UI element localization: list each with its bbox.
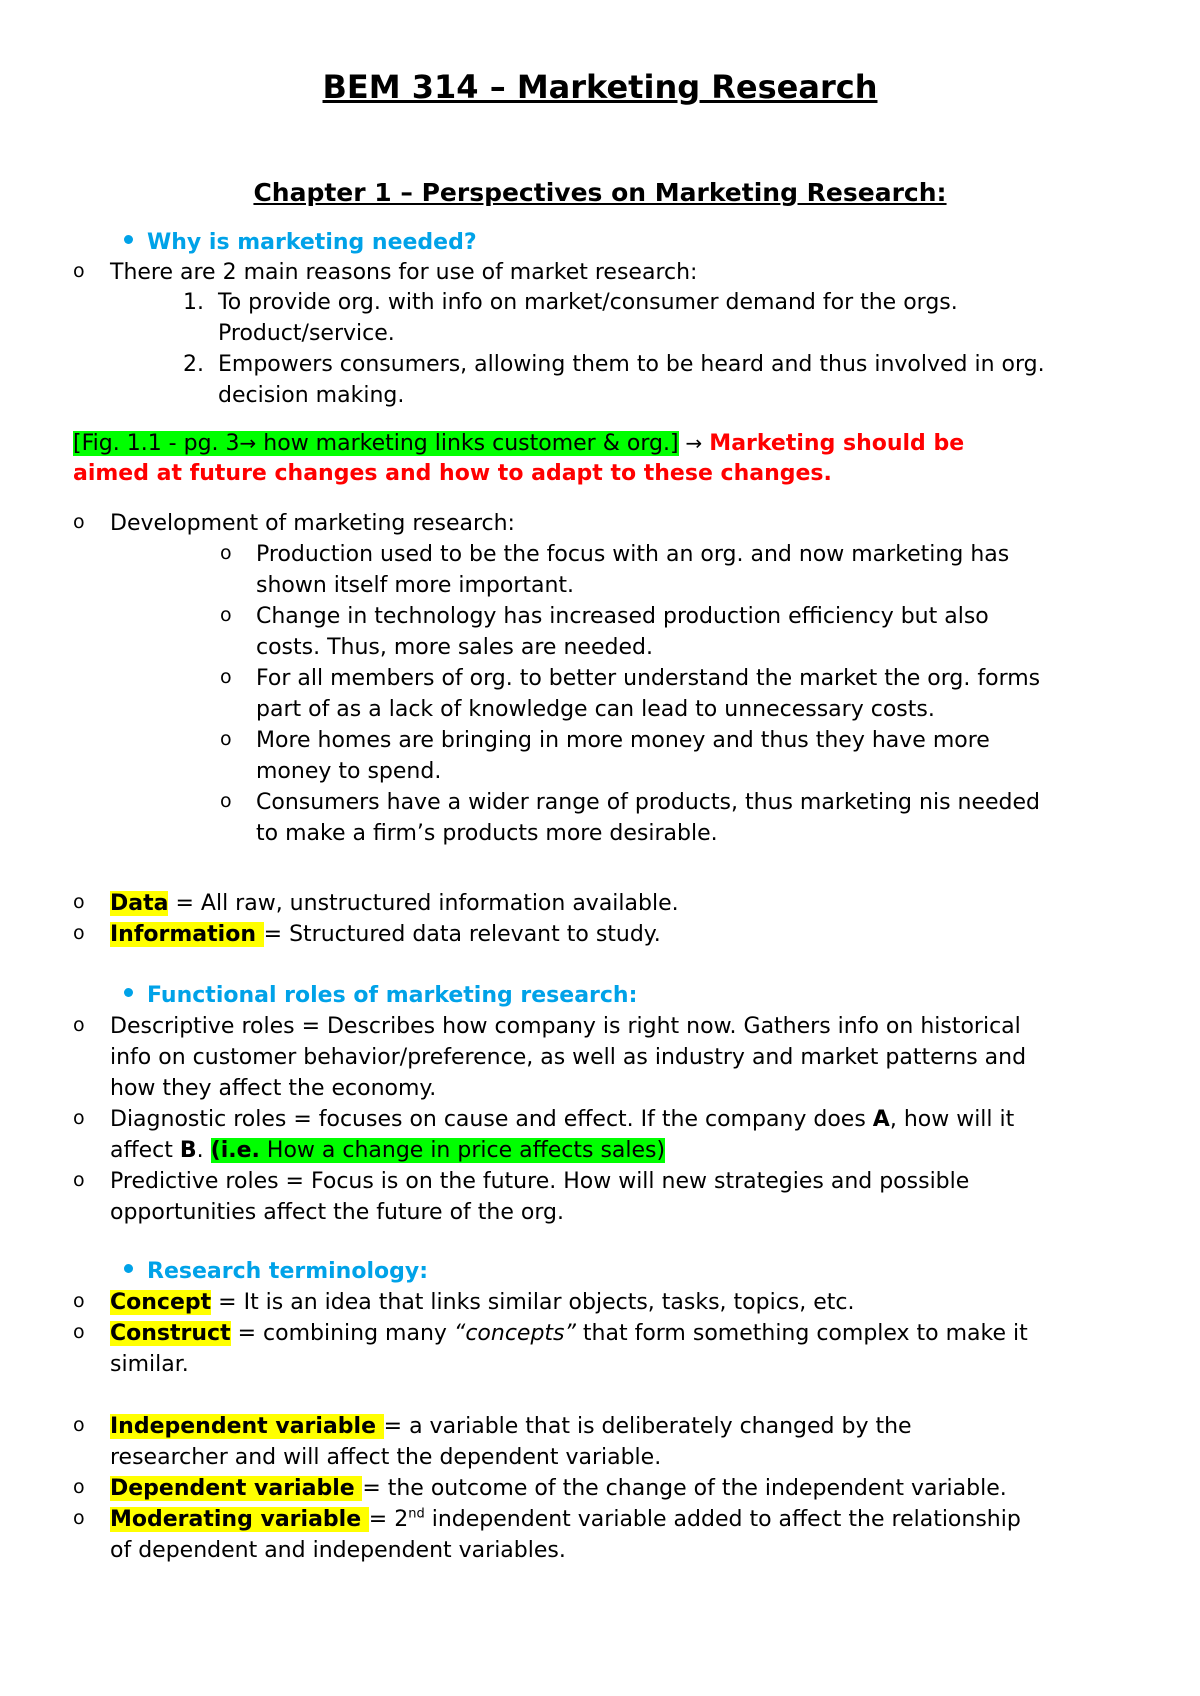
definition-text: independent variable added to affect the relationship: [424, 1507, 1021, 1532]
figure-reference-highlight: [73, 431, 679, 456]
arrow-right-icon: →: [685, 431, 703, 455]
sub-list-item: Consumers have a wider range of products, thus marketing nis needed: [256, 790, 1040, 815]
definition-text: = All raw, unstructured information available.: [168, 891, 679, 916]
list-item: To provide org. with info on market/consumer demand for the orgs.: [218, 290, 958, 315]
circle-bullet-icon: o: [73, 1169, 85, 1191]
section-bullet-icon: [124, 988, 133, 997]
definition-text: = a variable that is deliberately changed by the: [383, 1414, 912, 1439]
sub-list-item-continuation: costs. Thus, more sales are needed.: [256, 635, 653, 660]
term-highlight: Concept: [110, 1290, 212, 1315]
chapter-heading: Chapter 1 – Perspectives on Marketing Research:: [253, 178, 947, 207]
section-heading-why: Why is marketing needed?: [147, 230, 477, 255]
circle-bullet-icon: o: [220, 728, 232, 750]
text-run-bold: A: [872, 1107, 890, 1132]
circle-bullet-icon: o: [73, 1476, 85, 1498]
figure-label: [Fig. 1.1 - pg. 3: [73, 431, 240, 456]
circle-bullet-icon: o: [73, 1321, 85, 1343]
list-item: Empowers consumers, allowing them to be heard and thus involved in org.: [218, 352, 1045, 377]
term-highlight: Independent variable: [110, 1414, 384, 1439]
circle-bullet-icon: o: [73, 260, 85, 282]
list-item: Development of marketing research:: [110, 511, 515, 536]
list-item: Descriptive roles = Describes how company is right now. Gathers info on historical: [110, 1014, 1021, 1039]
list-item-continuation: decision making.: [218, 383, 405, 408]
list-number: 1.: [183, 290, 204, 315]
term-highlight: Construct: [110, 1321, 231, 1346]
figure-reference: [73, 428, 964, 459]
example-highlight: [211, 1138, 665, 1163]
sub-list-item-continuation: shown itself more important.: [256, 573, 575, 598]
definition-text: that form something complex to make it: [575, 1321, 1028, 1346]
section-heading-functional-roles: Functional roles of marketing research:: [147, 983, 638, 1008]
definition-construct: [110, 1319, 1028, 1349]
key-point-continuation: aimed at future changes and how to adapt to these changes.: [73, 461, 832, 486]
document-title: BEM 314 – Marketing Research: [322, 68, 878, 106]
sub-list-item-continuation: money to spend.: [256, 759, 442, 784]
term-highlight: Data: [110, 891, 169, 916]
text-run: affect: [110, 1138, 180, 1163]
definition-dependent-variable: [110, 1474, 1007, 1504]
text-run-bold: B: [179, 1138, 197, 1163]
term-highlight: Dependent variable: [110, 1476, 363, 1501]
sub-list-item: Production used to be the focus with an org. and now marketing has: [256, 542, 1010, 567]
circle-bullet-icon: o: [73, 1107, 85, 1129]
circle-bullet-icon: o: [73, 511, 85, 533]
ordinal-superscript: nd: [408, 1506, 425, 1522]
sub-list-item: Change in technology has increased production efficiency but also: [256, 604, 989, 629]
circle-bullet-icon: o: [220, 666, 232, 688]
definition-text-italic: “concepts”: [453, 1321, 576, 1346]
key-point: Marketing should be: [709, 431, 965, 456]
circle-bullet-icon: o: [73, 1414, 85, 1436]
term-highlight: Information: [110, 922, 264, 947]
section-bullet-icon: [124, 1264, 133, 1273]
circle-bullet-icon: o: [73, 1014, 85, 1036]
text-run: .: [196, 1138, 211, 1163]
circle-bullet-icon: o: [73, 1507, 85, 1529]
definition-text: = Structured data relevant to study.: [263, 922, 661, 947]
list-item-continuation: opportunities affect the future of the org.: [110, 1200, 564, 1225]
circle-bullet-icon: o: [220, 604, 232, 626]
definition-data: [110, 889, 679, 919]
section-bullet-icon: [124, 235, 133, 244]
section-heading-research-terminology: Research terminology:: [147, 1259, 429, 1284]
sub-list-item-continuation: to make a firm’s products more desirable.: [256, 821, 718, 846]
sub-list-item: More homes are bringing in more money and thus they have more: [256, 728, 990, 753]
definition-moderating-variable: [110, 1505, 1021, 1535]
circle-bullet-icon: o: [220, 790, 232, 812]
text-run: Diagnostic roles = focuses on cause and effect. If the company does: [110, 1107, 873, 1132]
circle-bullet-icon: o: [73, 891, 85, 913]
circle-bullet-icon: o: [220, 542, 232, 564]
list-item: Predictive roles = Focus is on the future. How will new strategies and possible: [110, 1169, 970, 1194]
example-text: How a change in price affects sales): [259, 1138, 666, 1163]
list-item-continuation: info on customer behavior/preference, as well as industry and market patterns and: [110, 1045, 1027, 1070]
circle-bullet-icon: o: [73, 1290, 85, 1312]
list-item-continuation: Product/service.: [218, 321, 395, 346]
definition-text: = combining many: [230, 1321, 454, 1346]
text-run: , how will it: [889, 1107, 1015, 1132]
definition-concept: [110, 1288, 855, 1318]
term-highlight: Moderating variable: [110, 1507, 369, 1532]
circle-bullet-icon: o: [73, 922, 85, 944]
definition-text: = It is an idea that links similar objects, tasks, topics, etc.: [211, 1290, 855, 1315]
list-item: There are 2 main reasons for use of market research:: [110, 260, 698, 285]
arrow-right-icon: →: [239, 431, 257, 455]
list-number: 2.: [183, 352, 204, 377]
definition-continuation: researcher and will affect the dependent variable.: [110, 1445, 662, 1470]
definition-information: [110, 920, 661, 950]
definition-continuation: of dependent and independent variables.: [110, 1538, 566, 1563]
list-item-continuation: [110, 1136, 665, 1166]
definition-text: = 2: [368, 1507, 409, 1532]
definition-text: = the outcome of the change of the independent variable.: [362, 1476, 1007, 1501]
text-run-bold: (i.e.: [210, 1138, 260, 1163]
list-item: [110, 1105, 1014, 1135]
definition-continuation: similar.: [110, 1352, 189, 1377]
definition-independent-variable: [110, 1412, 912, 1442]
list-item-continuation: how they affect the economy.: [110, 1076, 437, 1101]
sub-list-item: For all members of org. to better understand the market the org. forms: [256, 666, 1041, 691]
figure-description: how marketing links customer & org.]: [256, 431, 679, 456]
sub-list-item-continuation: part of as a lack of knowledge can lead to unnecessary costs.: [256, 697, 935, 722]
